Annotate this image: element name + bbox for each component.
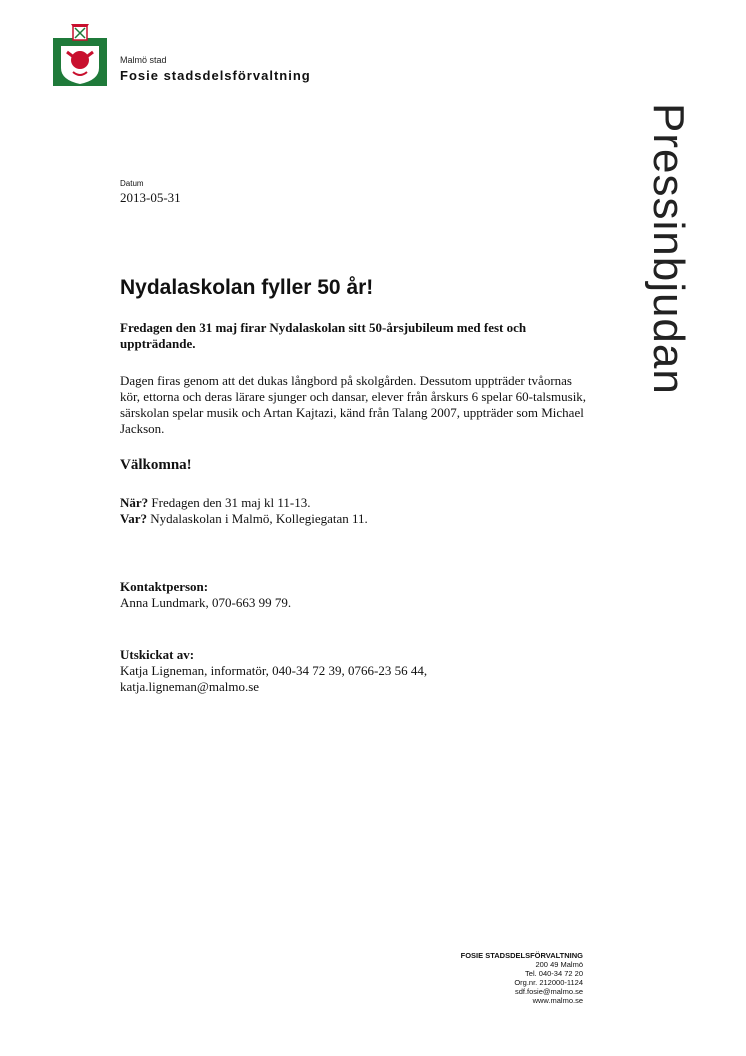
where-value: Nydalaskolan i Malmö, Kollegiegatan 11. (150, 511, 368, 526)
contact-label: Kontaktperson: (120, 579, 209, 594)
org-parent: Malmö stad (120, 55, 167, 65)
where-label: Var? (120, 511, 147, 526)
document-type-title: Pressinbjudan (644, 103, 693, 395)
welcome-heading: Välkomna! (120, 457, 192, 473)
date-label: Datum (120, 179, 144, 188)
contact-value: Anna Lundmark, 070-663 99 79. (120, 595, 292, 610)
when-line (120, 495, 368, 511)
sent-by-line1: Katja Ligneman, informatör, 040-34 72 39, 0766-23 56 44, (120, 663, 428, 678)
where-line (120, 511, 368, 527)
sent-by-block (120, 647, 427, 695)
body-paragraph: Dagen firas genom att det dukas långbord på skolgården. Dessutom uppträder tvåornas kör, ettorna och deras lärare sjunger och dansar, elever från årskurs 6 spelar 60-talsmusik, särskolan spelar musik och Artan Kajtazi, känd från Talang 2007, uppträder som Michael Jackson. (120, 373, 587, 436)
org-name: Fosie stadsdelsförvaltning (120, 68, 311, 83)
date-value: 2013-05-31 (120, 190, 181, 205)
event-info (120, 495, 368, 527)
footer-address-line: 200 49 Malmö (535, 960, 583, 969)
sent-by-email: katja.ligneman@malmo.se (120, 679, 260, 694)
sent-by-label: Utskickat av: (120, 647, 195, 662)
footer-org-name: FOSIE STADSDELSFÖRVALTNING (460, 951, 583, 960)
footer-address (461, 951, 583, 1005)
when-value: Fredagen den 31 maj kl 11-13. (151, 495, 311, 510)
headline: Nydalaskolan fyller 50 år! (120, 276, 374, 299)
footer-email: sdf.fosie@malmo.se (514, 987, 583, 996)
malmo-stad-logo (53, 24, 107, 86)
footer-web: www.malmo.se (532, 996, 583, 1005)
contact-block (120, 579, 291, 611)
footer-orgnr: Org.nr. 212000-1124 (514, 978, 583, 987)
footer-phone: Tel. 040-34 72 20 (525, 969, 583, 978)
when-label: När? (120, 495, 149, 510)
lead-paragraph: Fredagen den 31 maj firar Nydalaskolan sitt 50-årsjubileum med fest och uppträdande. (120, 320, 527, 351)
